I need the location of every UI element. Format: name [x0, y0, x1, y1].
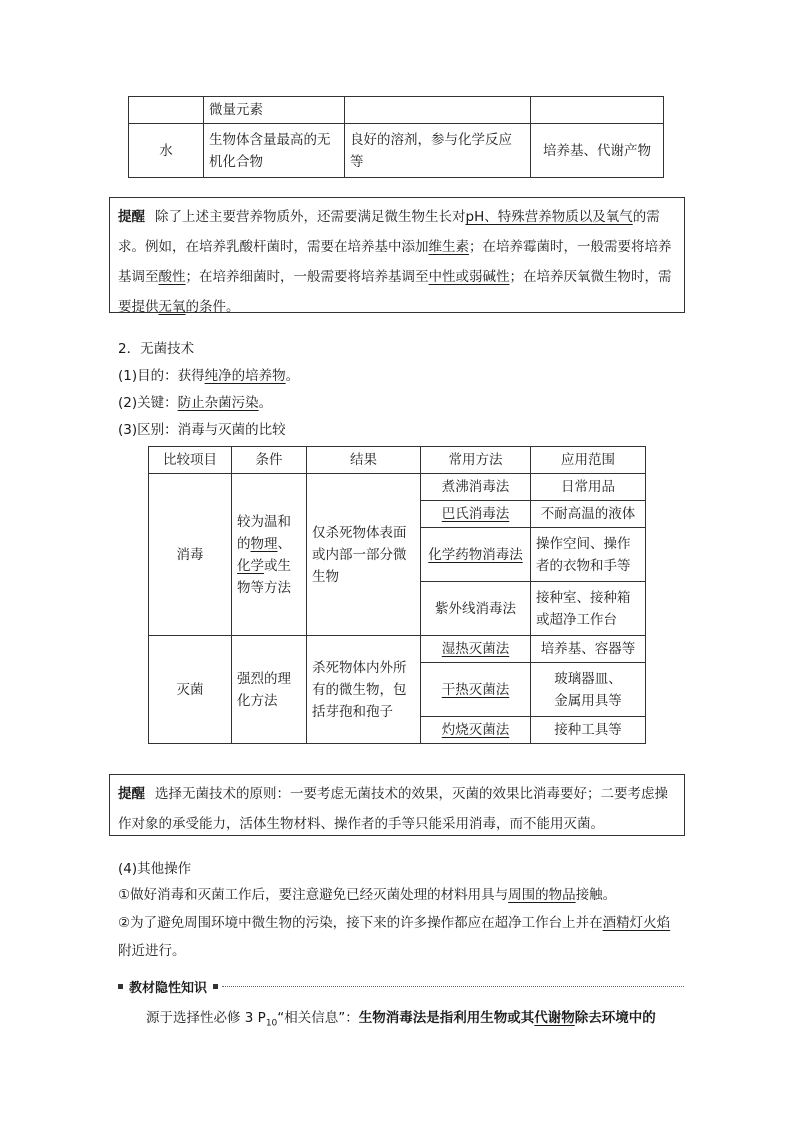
scope-cell: 日常用品: [531, 474, 646, 501]
key-line: [118, 392, 272, 414]
cell: 微量元素: [204, 97, 345, 124]
other-ops-title: (4)其他操作: [118, 861, 192, 877]
cell: [531, 97, 664, 124]
tip-text: ；在培养细菌时，一般需要将培养基调至: [185, 269, 429, 285]
tip-label: 提醒: [118, 786, 145, 802]
method-cell: 化学药物消毒法: [421, 528, 531, 582]
scope-cell: 接种室、接种箱或超净工作台: [531, 582, 646, 636]
divider: [222, 986, 684, 987]
tip-text: ；在培养霉菌时，一般需要将培养基调至: [118, 239, 672, 285]
scope-cell: 不耐高温的液体: [531, 501, 646, 528]
top-table: [128, 96, 664, 178]
cell: 培养基、代谢产物: [531, 124, 664, 178]
header-cell: 条件: [232, 447, 307, 474]
tip-text: 的需求。例如，在培养乳酸杆菌时，需要在培养基中添加: [118, 209, 660, 255]
bullet-icon: [118, 984, 123, 989]
section-title: 2．无菌技术: [118, 341, 195, 357]
tip-text: 选择无菌技术的原则：一要考虑无菌技术的效果，灭菌的效果比消毒要好；二要考虑操作对象的承受能力，活体生物材料、操作者的手等只能采用消毒，而不能用灭菌。: [118, 786, 668, 832]
sterilize-label: 灭菌: [149, 636, 232, 744]
cell: 生物体含量最高的无机化合物: [204, 124, 345, 178]
method-cell: 干热灭菌法: [421, 663, 531, 717]
header-cell: 常用方法: [421, 447, 531, 474]
method-cell: 煮沸消毒法: [421, 474, 531, 501]
bullet-icon: [213, 984, 218, 989]
scope-cell: 玻璃器皿、 金属用具等: [531, 663, 646, 717]
table-row: [129, 97, 664, 124]
tip-keyword: 维生素: [428, 239, 469, 255]
method-cell: 灼烧灭菌法: [421, 717, 531, 744]
header-cell: 应用范围: [531, 447, 646, 474]
cell: 水: [129, 124, 204, 178]
header-cell: 比较项目: [149, 447, 232, 474]
tip-keyword: 酸性: [158, 269, 186, 285]
scope-cell: 操作空间、操作者的衣物和手等: [531, 528, 646, 582]
disinfect-label: 消毒: [149, 474, 232, 636]
difference-line: (3)区别：消毒与灭菌的比较: [118, 422, 286, 438]
table-row: [149, 474, 646, 501]
key-label: (2)关键：: [118, 395, 178, 411]
method-cell: 巴氏消毒法: [421, 501, 531, 528]
table-row: [149, 636, 646, 663]
tip-label: 提醒: [118, 209, 145, 225]
tip-box-nutrition: [109, 197, 685, 313]
tip-text: ；在培养厌氧微生物时，需要提供: [118, 269, 672, 315]
table-row: [129, 124, 664, 178]
method-cell: 紫外线消毒法: [421, 582, 531, 636]
disinfect-condition: 较为温和的物理、化学或生物等方法: [232, 474, 307, 636]
hidden-knowledge-header: [118, 976, 684, 996]
sterilize-condition: 强烈的理化方法: [232, 636, 307, 744]
hidden-knowledge-text: 源于选择性必修 3 $P_{10}“$相关信息”：生物消毒法是指利用生物或其代谢物除去环境中的: [146, 1010, 656, 1029]
tip-keyword: 无氧: [158, 299, 186, 315]
compare-table: [148, 446, 646, 744]
purpose-line: [118, 365, 299, 387]
tip-text: 的条件。: [185, 299, 240, 315]
key-keyword: 防止杂菌污染: [177, 395, 259, 411]
purpose-keyword: 纯净的培养物: [204, 368, 286, 384]
punct: 。: [258, 395, 273, 411]
sterilize-result: 杀死物体内外所有的微生物，包括芽孢和孢子: [307, 636, 421, 744]
tip-text: 除了上述主要营养物质外，还需要满足微生物生长对: [155, 209, 466, 225]
tip-keyword: pH、特殊营养物质以及氧气: [465, 209, 633, 225]
scope-cell: 接种工具等: [531, 717, 646, 744]
method-cell: 湿热灭菌法: [421, 636, 531, 663]
disinfect-result: 仅杀死物体表面或内部一部分微生物: [307, 474, 421, 636]
scope-cell: 培养基、容器等: [531, 636, 646, 663]
tip-keyword: 中性或弱碱性: [428, 269, 510, 285]
purpose-label: (1)目的：获得: [118, 368, 205, 384]
header-cell: 结果: [307, 447, 421, 474]
other-ops-p2: ②为了避免周围环境中微生物的污染，接下来的许多操作都应在超净工作台上并在酒精灯火焰附近进行。: [118, 915, 671, 959]
hidden-knowledge-title: 教材隐性知识: [129, 980, 208, 996]
punct: 。: [285, 368, 300, 384]
cell: [345, 97, 531, 124]
other-ops-p1: ①做好消毒和灭菌工作后，要注意避免已经灭菌处理的材料用具与周围的物品接触。: [118, 887, 617, 903]
tip-box-principle: [109, 774, 685, 836]
cell: 良好的溶剂，参与化学反应等: [345, 124, 531, 178]
cell: [129, 97, 204, 124]
table-header-row: [149, 447, 646, 474]
